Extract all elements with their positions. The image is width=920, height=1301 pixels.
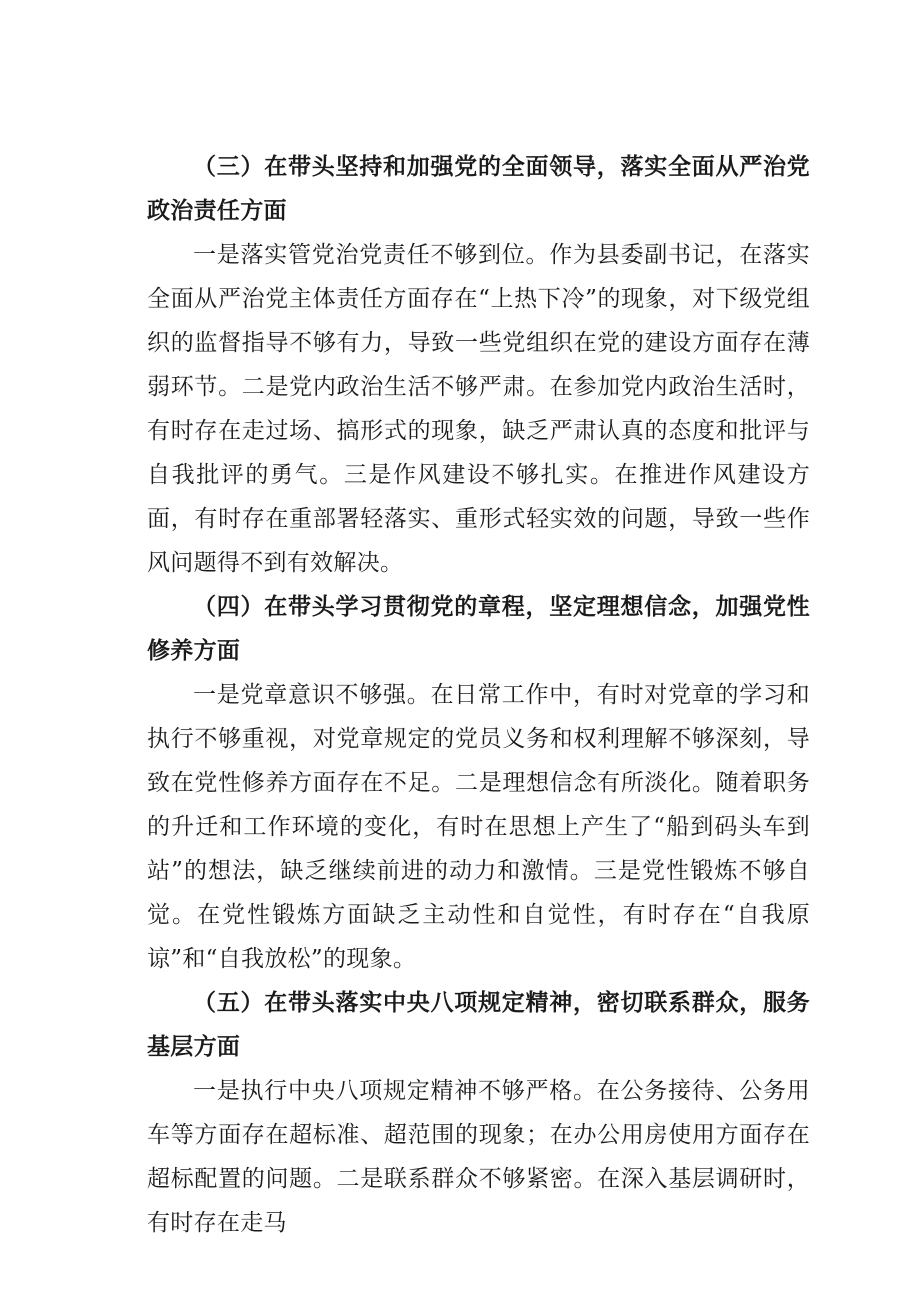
section-heading-4: （四）在带头学习贯彻党的章程，坚定理想信念，加强党性修养方面 [147,593,810,664]
section-heading-3: （三）在带头坚持和加强党的全面领导，落实全面从严治党政治责任方面 [147,153,810,224]
section-body-5: 一是执行中央八项规定精神不够严格。在公务接待、公务用车等方面存在超标准、超范围的现象；在办公用房使用方面存在超标配置的问题。二是联系群众不够紧密。在深入基层调研时，有时存在走马 [147,1078,810,1236]
document-page [147,145,810,1245]
section-body-3: 一是落实管党治党责任不够到位。作为县委副书记，在落实全面从严治党主体责任方面存在“上热下冷”的现象，对下级党组织的监督指导不够有力，导致一些党组织在党的建设方面存在薄弱环节。二是党内政治生活不够严肃。在参加党内政治生活时，有时存在走过场、搞形式的现象，缺乏严肃认真的态度和批评与自我批评的勇气。三是作风建设不够扎实。在推进作风建设方面，有时存在重部署轻落实、重形式轻实效的问题，导致一些作风问题得不到有效解决。 [147,242,810,576]
section-body-4: 一是党章意识不够强。在日常工作中，有时对党章的学习和执行不够重视，对党章规定的党员义务和权利理解不够深刻，导致在党性修养方面存在不足。二是理想信念有所淡化。随着职务的升迁和工作环境的变化，有时在思想上产生了“船到码头车到站”的想法，缺乏继续前进的动力和激情。三是党性锻炼不够自觉。在党性锻炼方面缺乏主动性和自觉性，有时存在“自我原谅”和“自我放松”的现象。 [147,682,810,972]
section-heading-5: （五）在带头落实中央八项规定精神，密切联系群众，服务基层方面 [147,989,810,1060]
